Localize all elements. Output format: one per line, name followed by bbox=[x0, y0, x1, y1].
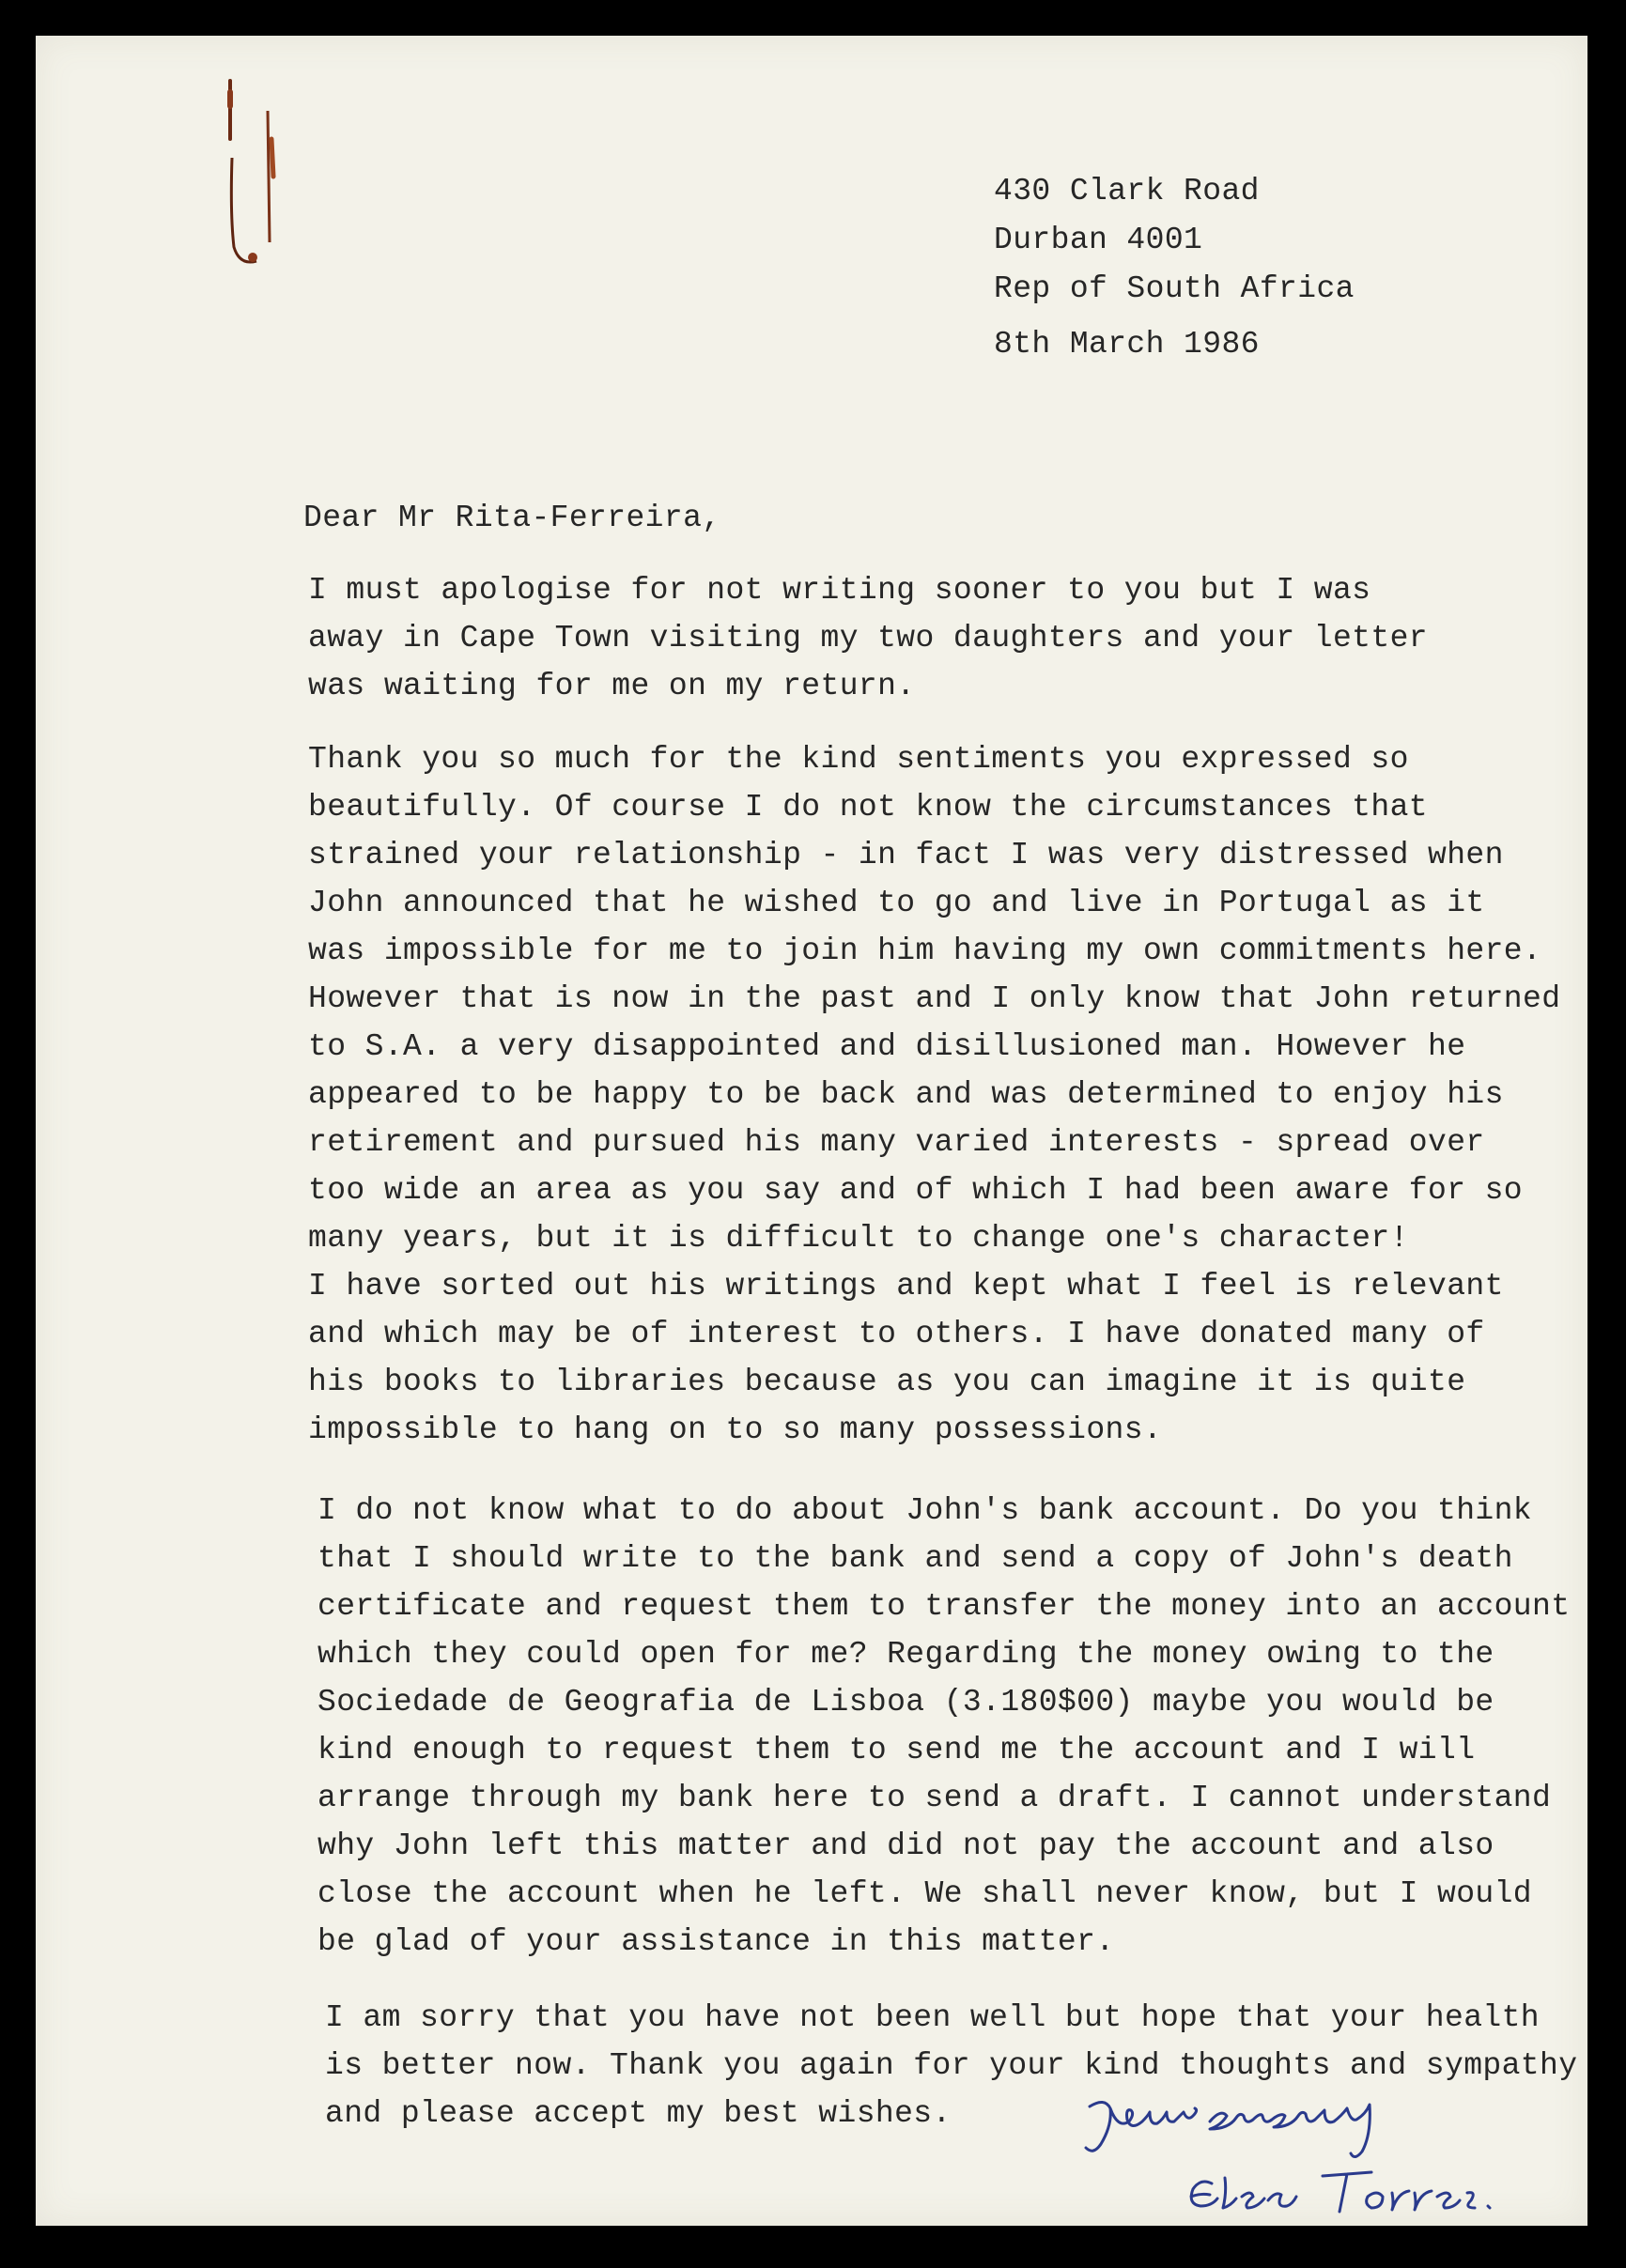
text-line: appeared to be happy to be back and was determined to enjoy his bbox=[308, 1077, 1504, 1112]
staple-rust-mark-icon bbox=[219, 73, 308, 275]
salutation: Dear Mr Rita-Ferreira, bbox=[303, 501, 721, 535]
text-line: to S.A. a very disappointed and disillusioned man. However he bbox=[308, 1029, 1466, 1064]
text-line: that I should write to the bank and send a copy of John's death bbox=[317, 1541, 1513, 1576]
text-line: arrange through my bank here to send a draft. I cannot understand bbox=[317, 1781, 1552, 1815]
address-line: 430 Clark Road bbox=[994, 174, 1260, 208]
text-line: kind enough to request them to send me the account and I will bbox=[317, 1733, 1476, 1767]
text-line: was impossible for me to join him having my own commitments here. bbox=[308, 933, 1542, 968]
text-line: retirement and pursued his many varied interests - spread over bbox=[308, 1125, 1485, 1160]
handwritten-signature bbox=[1069, 2088, 1539, 2247]
text-line: beautifully. Of course I do not know the circumstances that bbox=[308, 790, 1428, 825]
text-line: why John left this matter and did not pay the account and also bbox=[317, 1828, 1494, 1863]
paragraph-thanks bbox=[308, 735, 1595, 1454]
text-line: and which may be of interest to others. I have donated many of bbox=[308, 1317, 1485, 1351]
text-line: is better now. Thank you again for your kind thoughts and sympathy bbox=[325, 2048, 1578, 2083]
paragraph-apology bbox=[308, 566, 1595, 710]
text-line: John announced that he wished to go and live in Portugal as it bbox=[308, 886, 1485, 920]
text-line: and please accept my best wishes. bbox=[325, 2096, 952, 2131]
text-line: close the account when he left. We shall never know, but I would bbox=[317, 1876, 1533, 1911]
text-line: many years, but it is difficult to change one's character! bbox=[308, 1221, 1409, 1256]
sender-address bbox=[994, 167, 1355, 314]
text-line: strained your relationship - in fact I was very distressed when bbox=[308, 838, 1504, 872]
address-line: Durban 4001 bbox=[994, 223, 1203, 257]
text-line: be glad of your assistance in this matter. bbox=[317, 1924, 1115, 1959]
closing-handwriting bbox=[1086, 2102, 1370, 2156]
text-line: his books to libraries because as you can imagine it is quite bbox=[308, 1365, 1466, 1399]
text-line: certificate and request them to transfer the money into an account bbox=[317, 1589, 1571, 1624]
letter-page bbox=[36, 36, 1587, 2226]
text-line: I must apologise for not writing sooner to you but I was bbox=[308, 573, 1371, 608]
text-line: Thank you so much for the kind sentiments you expressed so bbox=[308, 742, 1409, 777]
signature-handwriting bbox=[1191, 2172, 1490, 2212]
text-line: too wide an area as you say and of which I had been aware for so bbox=[308, 1173, 1524, 1208]
text-line: However that is now in the past and I only know that John returned bbox=[308, 981, 1561, 1016]
text-line: Sociedade de Geografia de Lisboa (3.180$00) maybe you would be bbox=[317, 1685, 1494, 1720]
text-line: was waiting for me on my return. bbox=[308, 669, 916, 703]
text-line: which they could open for me? Regarding the money owing to the bbox=[317, 1637, 1494, 1672]
text-line: I have sorted out his writings and kept what I feel is relevant bbox=[308, 1269, 1504, 1304]
text-line: impossible to hang on to so many possessions. bbox=[308, 1412, 1163, 1447]
paragraph-bank-account bbox=[317, 1487, 1604, 1966]
letter-date: 8th March 1986 bbox=[994, 327, 1260, 362]
text-line: I do not know what to do about John's bank account. Do you think bbox=[317, 1493, 1533, 1528]
text-line: away in Cape Town visiting my two daughters and your letter bbox=[308, 621, 1428, 656]
text-line: I am sorry that you have not been well but hope that your health bbox=[325, 2000, 1541, 2035]
address-line: Rep of South Africa bbox=[994, 271, 1355, 306]
